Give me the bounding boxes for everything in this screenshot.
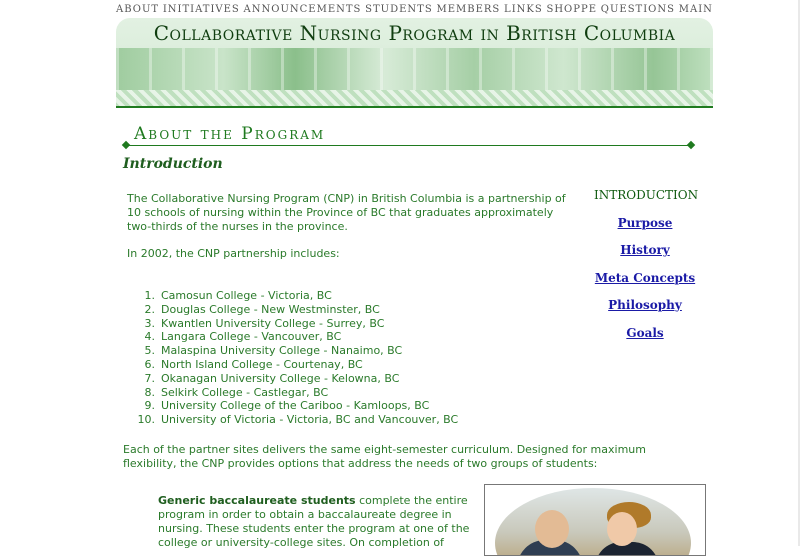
nav-links[interactable]: LINKS: [504, 3, 543, 15]
divider-diamond-left-icon: [122, 141, 130, 149]
page-heading: About the Program: [134, 124, 326, 144]
nav-questions[interactable]: QUESTIONS: [600, 3, 675, 15]
list-item: 8. Selkirk College - Castlegar, BC: [144, 385, 329, 399]
generic-students-paragraph: [158, 494, 476, 550]
nav-students[interactable]: STUDENTS: [365, 3, 433, 15]
sidenav-current-introduction: INTRODUCTION: [594, 188, 699, 202]
sidenav-link-history[interactable]: History: [620, 243, 670, 257]
site-title: Collaborative Nursing Program in British Columbia: [153, 21, 676, 45]
list-item: 2. Douglas College - New Westminster, BC: [144, 302, 380, 316]
curriculum-paragraph: Each of the partner sites delivers the same eight-semester curriculum. Designed for maximum flexibility, the CNP provides options that address the needs of two groups of students:: [123, 443, 646, 470]
nav-main[interactable]: MAIN: [678, 3, 713, 15]
sidenav-link-philosophy[interactable]: Philosophy: [608, 298, 682, 312]
list-item: 3. Kwantlen University College - Surrey, BC: [144, 316, 385, 330]
generic-students-label: Generic baccalaureate students: [158, 494, 356, 507]
photo-student-female-head: [607, 512, 637, 546]
list-item: 1. Camosun College - Victoria, BC: [144, 289, 332, 302]
photo-student-male-head: [535, 510, 569, 548]
section-subheading: Introduction: [123, 156, 223, 172]
nav-members[interactable]: MEMBERS: [436, 3, 501, 15]
list-item: 7. Okanagan University College - Kelowna, BC: [144, 371, 400, 385]
nav-initiatives[interactable]: INITIATIVES: [162, 3, 240, 15]
intro-paragraph: The Collaborative Nursing Program (CNP) in British Columbia is a partnership of 10 schools of nursing within the Province of BC that graduates approximately two-thirds of the nurses in the province.: [127, 192, 566, 233]
list-item: 9. University College of the Cariboo - Kamloops, BC: [144, 399, 430, 413]
heading-divider: [126, 145, 693, 146]
partner-list: [137, 289, 459, 427]
list-item: 6. North Island College - Courtenay, BC: [144, 357, 363, 371]
nav-shoppe[interactable]: SHOPPE: [546, 3, 598, 15]
nav-about[interactable]: ABOUT: [116, 3, 160, 15]
sidenav-link-meta-concepts[interactable]: Meta Concepts: [594, 270, 696, 285]
divider-diamond-right-icon: [687, 141, 695, 149]
list-item: 4. Langara College - Vancouver, BC: [144, 330, 342, 344]
generic-students-text: complete the entire program in order to obtain a baccalaureate degree in nursing. These students enter the program at one of the college or university-college sites. On completion of: [158, 494, 470, 549]
section-side-navigation: [594, 188, 699, 353]
list-item: 5. Malaspina University College - Nanaimo, BC: [144, 344, 403, 358]
sidenav-link-goals[interactable]: Goals: [626, 325, 664, 340]
sidenav-link-purpose[interactable]: Purpose: [617, 215, 673, 230]
list-item: 10. University of Victoria - Victoria, BC and Vancouver, BC: [137, 413, 459, 427]
site-banner: [116, 18, 713, 108]
banner-photo-collage: [116, 48, 713, 90]
partner-intro-paragraph: In 2002, the CNP partnership includes:: [127, 247, 340, 260]
students-photo: [484, 484, 706, 556]
banner-divider: [116, 106, 713, 108]
top-navigation: [116, 0, 713, 18]
nav-announcements[interactable]: ANNOUNCEMENTS: [243, 3, 362, 15]
